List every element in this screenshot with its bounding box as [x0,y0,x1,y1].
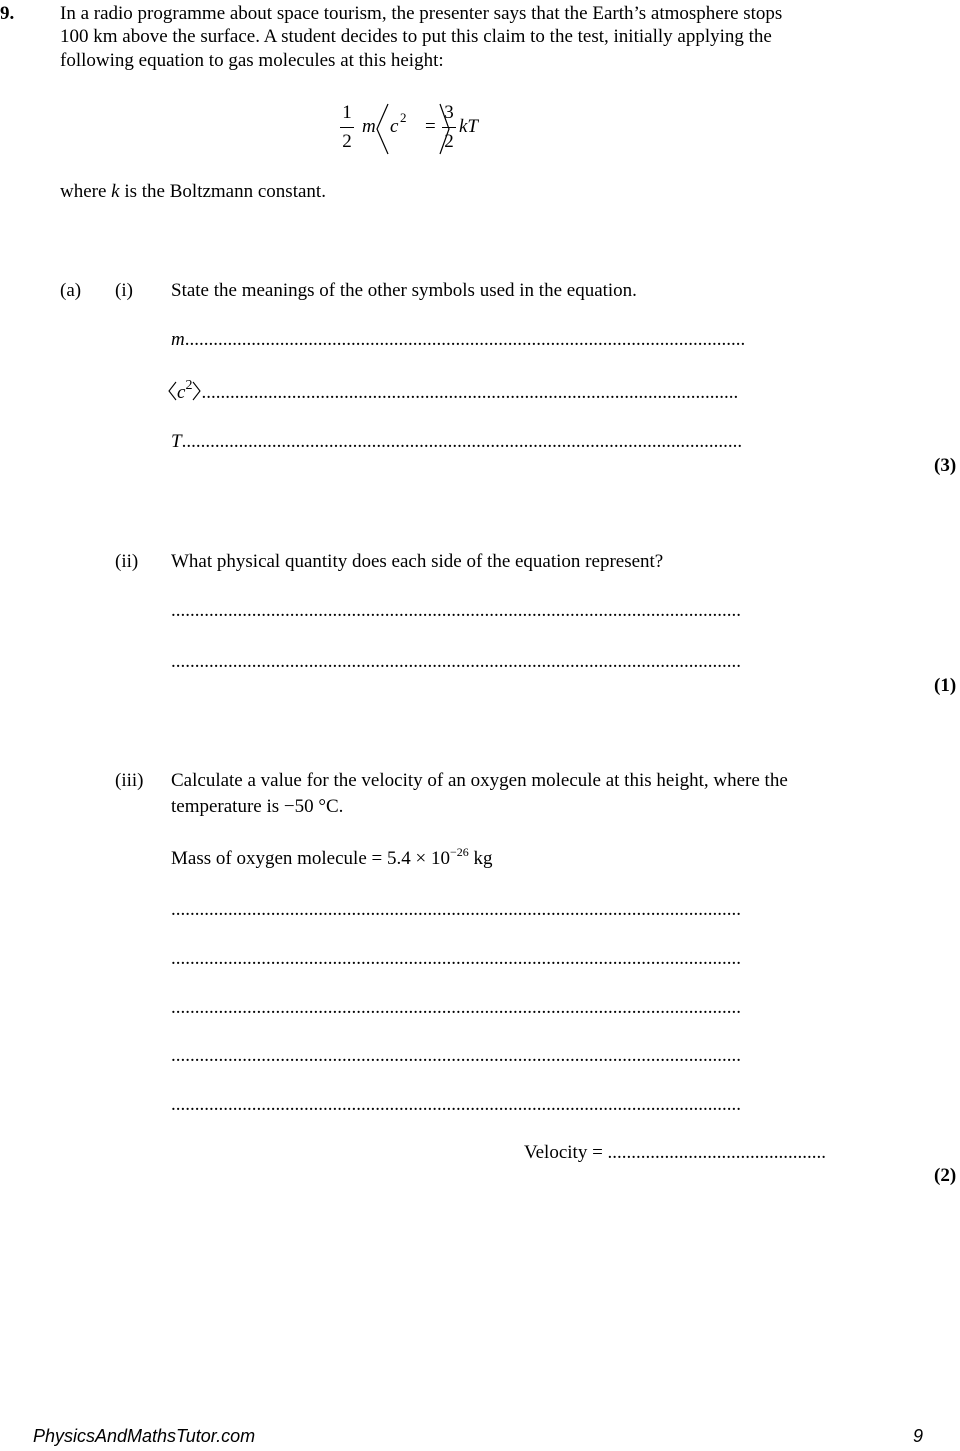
working-line-4[interactable]: ........................................................................................................................ [171,1045,741,1066]
kinetic-energy-equation: 1 2 m c 2 = 3 2 kT [338,102,488,162]
part-a-i-label: (i) [115,280,133,301]
mean-square-brackets [374,102,450,158]
oxygen-mass-statement: Mass of oxygen molecule = $5.4 \times 10^{-26}$ kg [171,845,493,869]
answer-line-ii-1[interactable]: ........................................................................................................................ [171,600,741,621]
part-a-i-prompt: State the meanings of the other symbols used in the equation. [171,280,637,301]
marks-a-ii: (1) [934,675,957,696]
marks-a-i: (3) [934,455,957,476]
part-a-ii-label: (ii) [115,551,139,572]
footer-site: PhysicsAndMathsTutor.com [33,1426,256,1446]
eq-equals: = [425,116,436,137]
velocity-answer-line[interactable]: Velocity = .............................................. [524,1142,827,1163]
left-angle-bracket [168,381,177,401]
working-line-5[interactable]: ........................................................................................................................ [171,1094,741,1115]
intro-line-1: In a radio programme about space tourism, the presenter says that the Earth’s atmosphere stops [60,3,783,24]
part-a-iii-prompt-1: Calculate a value for the velocity of an oxygen molecule at this height, where the [171,770,788,791]
answer-line-T[interactable]: T...................................................................................................................... [171,431,743,452]
intro-line-3: following equation to gas molecules at this height: [60,50,444,71]
intro-line-2: 100 km above the surface. A student decides to put this claim to the test, initially applying the [60,26,772,47]
part-a-label: (a) [60,280,82,301]
where-statement: where k is the Boltzmann constant. [60,181,326,202]
eq-c-sup: 2 [400,110,407,125]
part-a-iii-label: (iii) [115,770,144,791]
eq-m: m [362,116,376,137]
eq-c: c [390,116,399,137]
footer-page-number: 9 [913,1426,924,1446]
eq-kT: kT [459,116,478,137]
working-line-3[interactable]: ........................................................................................................................ [171,997,741,1018]
part-a-ii-prompt: What physical quantity does each side of the equation represent? [171,551,664,572]
answer-line-m[interactable]: m...................................................................................................................... [171,329,746,350]
marks-a-iii: (2) [934,1165,957,1186]
working-line-1[interactable]: ........................................................................................................................ [171,899,741,920]
answer-line-c2[interactable]: $c^2$ ................................................................................................................. [168,380,738,408]
answer-line-ii-2[interactable]: ........................................................................................................................ [171,651,741,672]
question-number: 9. [0,3,15,24]
working-line-2[interactable]: ........................................................................................................................ [171,948,741,969]
part-a-iii-prompt-2: temperature is −50 °C. [171,796,344,817]
